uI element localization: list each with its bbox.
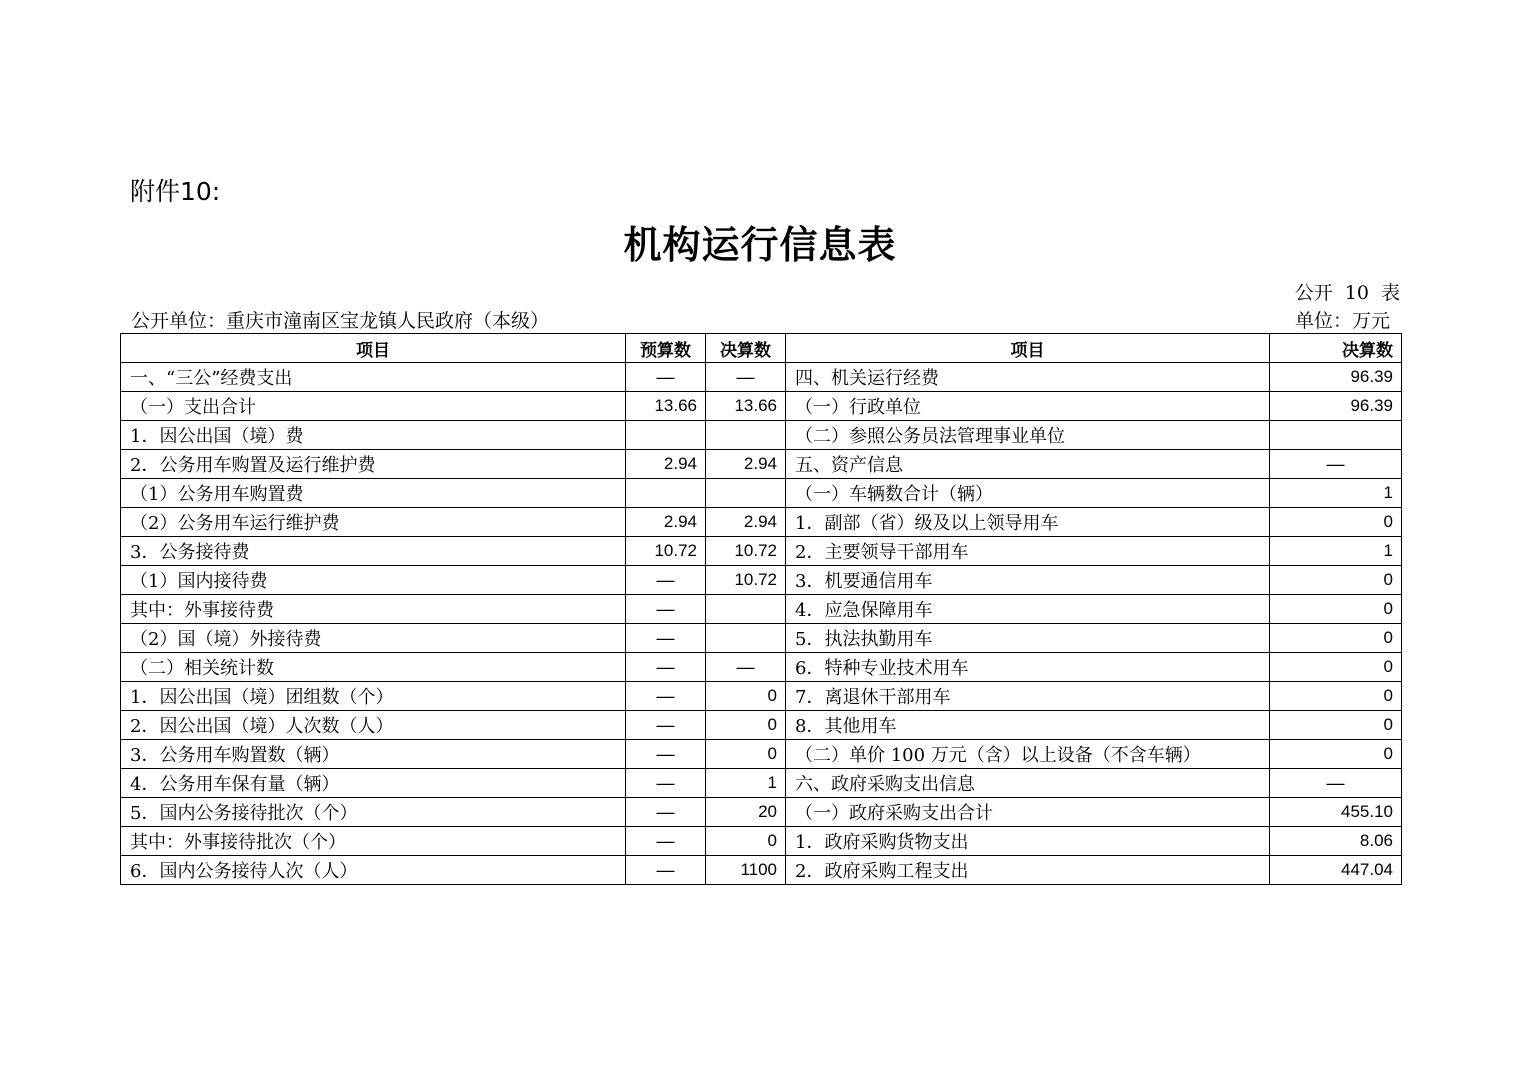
final-right-cell: 0 (1270, 711, 1402, 740)
budget-cell: — (626, 624, 706, 653)
table-row (121, 508, 1402, 537)
item-right-cell: （一）行政单位 (786, 392, 1270, 421)
item-right-cell: 四、机关运行经费 (786, 363, 1270, 392)
item-right-cell: （二）单价 100 万元（含）以上设备（不含车辆） (786, 740, 1270, 769)
budget-cell: — (626, 566, 706, 595)
item-left-cell: （2）国（境）外接待费 (121, 624, 626, 653)
table-row (121, 682, 1402, 711)
final-right-cell: 455.10 (1270, 798, 1402, 827)
budget-cell: 2.94 (626, 508, 706, 537)
final-left-cell: 0 (706, 711, 786, 740)
table-row (121, 624, 1402, 653)
item-right-cell: （二）参照公务员法管理事业单位 (786, 421, 1270, 450)
budget-cell: — (626, 798, 706, 827)
budget-cell (626, 421, 706, 450)
table-row (121, 740, 1402, 769)
final-left-cell: 1100 (706, 856, 786, 885)
budget-cell: 2.94 (626, 450, 706, 479)
final-right-cell: 447.04 (1270, 856, 1402, 885)
item-right-cell: （一）车辆数合计（辆） (786, 479, 1270, 508)
item-left-cell: （1）国内接待费 (121, 566, 626, 595)
final-left-cell: 0 (706, 827, 786, 856)
final-right-cell: — (1270, 769, 1402, 798)
final-left-cell: 2.94 (706, 450, 786, 479)
final-left-cell: 0 (706, 740, 786, 769)
final-left-cell: 13.66 (706, 392, 786, 421)
final-right-cell: — (1270, 450, 1402, 479)
table-row (121, 711, 1402, 740)
table-row (121, 392, 1402, 421)
final-right-cell: 96.39 (1270, 363, 1402, 392)
item-left-cell: 其中：外事接待批次（个） (121, 827, 626, 856)
budget-cell: — (626, 653, 706, 682)
table-row (121, 827, 1402, 856)
table-row (121, 363, 1402, 392)
item-right-cell: 6．特种专业技术用车 (786, 653, 1270, 682)
item-right-cell: 7．离退休干部用车 (786, 682, 1270, 711)
final-right-cell: 1 (1270, 479, 1402, 508)
final-left-cell: 10.72 (706, 537, 786, 566)
final-left-cell (706, 595, 786, 624)
final-left-cell: 1 (706, 769, 786, 798)
final-left-cell: — (706, 653, 786, 682)
header-item-right: 项目 (786, 334, 1270, 363)
final-left-cell: — (706, 363, 786, 392)
final-left-cell: 20 (706, 798, 786, 827)
info-table (120, 333, 1402, 885)
table-row (121, 653, 1402, 682)
budget-cell: — (626, 740, 706, 769)
item-right-cell: 3．机要通信用车 (786, 566, 1270, 595)
header-budget: 预算数 (626, 334, 706, 363)
budget-cell: — (626, 595, 706, 624)
table-row (121, 479, 1402, 508)
item-left-cell: （一）支出合计 (121, 392, 626, 421)
budget-cell: 10.72 (626, 537, 706, 566)
final-right-cell (1270, 421, 1402, 450)
table-row (121, 421, 1402, 450)
table-row (121, 595, 1402, 624)
item-right-cell: 2．政府采购工程支出 (786, 856, 1270, 885)
table-row (121, 450, 1402, 479)
item-right-cell: （一）政府采购支出合计 (786, 798, 1270, 827)
table-row (121, 798, 1402, 827)
attachment-label: 附件10: (130, 177, 221, 206)
item-left-cell: 1．因公出国（境）费 (121, 421, 626, 450)
final-left-cell: 0 (706, 682, 786, 711)
item-right-cell: 五、资产信息 (786, 450, 1270, 479)
item-right-cell: 1．副部（省）级及以上领导用车 (786, 508, 1270, 537)
item-left-cell: 3．公务用车购置数（辆） (121, 740, 626, 769)
item-left-cell: 1．因公出国（境）团组数（个） (121, 682, 626, 711)
final-left-cell: 2.94 (706, 508, 786, 537)
table-row (121, 769, 1402, 798)
item-left-cell: 2．因公出国（境）人次数（人） (121, 711, 626, 740)
budget-cell (626, 479, 706, 508)
item-left-cell: 6．国内公务接待人次（人） (121, 856, 626, 885)
header-item-left: 项目 (121, 334, 626, 363)
budget-cell: — (626, 856, 706, 885)
item-right-cell: 5．执法执勤用车 (786, 624, 1270, 653)
final-left-cell (706, 479, 786, 508)
item-left-cell: （二）相关统计数 (121, 653, 626, 682)
final-left-cell: 10.72 (706, 566, 786, 595)
page-title: 机构运行信息表 (623, 223, 897, 267)
budget-cell: — (626, 711, 706, 740)
form-number: 公开 10 表 (1294, 282, 1400, 304)
table-row (121, 566, 1402, 595)
item-right-cell: 8．其他用车 (786, 711, 1270, 740)
item-left-cell: 4．公务用车保有量（辆） (121, 769, 626, 798)
final-left-cell (706, 624, 786, 653)
item-left-cell: 一、“三公”经费支出 (121, 363, 626, 392)
publishing-unit: 公开单位：重庆市潼南区宝龙镇人民政府（本级） (131, 310, 550, 332)
item-right-cell: 1．政府采购货物支出 (786, 827, 1270, 856)
final-right-cell: 0 (1270, 740, 1402, 769)
item-left-cell: （1）公务用车购置费 (121, 479, 626, 508)
item-right-cell: 2．主要领导干部用车 (786, 537, 1270, 566)
final-right-cell: 0 (1270, 595, 1402, 624)
final-right-cell: 0 (1270, 624, 1402, 653)
final-right-cell: 0 (1270, 566, 1402, 595)
item-right-cell: 4．应急保障用车 (786, 595, 1270, 624)
item-left-cell: （2）公务用车运行维护费 (121, 508, 626, 537)
item-left-cell: 2．公务用车购置及运行维护费 (121, 450, 626, 479)
final-right-cell: 1 (1270, 537, 1402, 566)
final-left-cell (706, 421, 786, 450)
final-right-cell: 0 (1270, 653, 1402, 682)
item-left-cell: 3．公务接待费 (121, 537, 626, 566)
final-right-cell: 0 (1270, 682, 1402, 711)
budget-cell: — (626, 363, 706, 392)
table-row (121, 856, 1402, 885)
currency-unit: 单位：万元 (1294, 310, 1390, 332)
table-header-row (121, 334, 1402, 363)
final-right-cell: 0 (1270, 508, 1402, 537)
table-body (121, 363, 1402, 885)
budget-cell: 13.66 (626, 392, 706, 421)
item-left-cell: 5．国内公务接待批次（个） (121, 798, 626, 827)
header-final-right: 决算数 (1270, 334, 1402, 363)
item-right-cell: 六、政府采购支出信息 (786, 769, 1270, 798)
header-final-left: 决算数 (706, 334, 786, 363)
budget-cell: — (626, 827, 706, 856)
budget-cell: — (626, 769, 706, 798)
final-right-cell: 8.06 (1270, 827, 1402, 856)
final-right-cell: 96.39 (1270, 392, 1402, 421)
table-row (121, 537, 1402, 566)
item-left-cell: 其中：外事接待费 (121, 595, 626, 624)
budget-cell: — (626, 682, 706, 711)
